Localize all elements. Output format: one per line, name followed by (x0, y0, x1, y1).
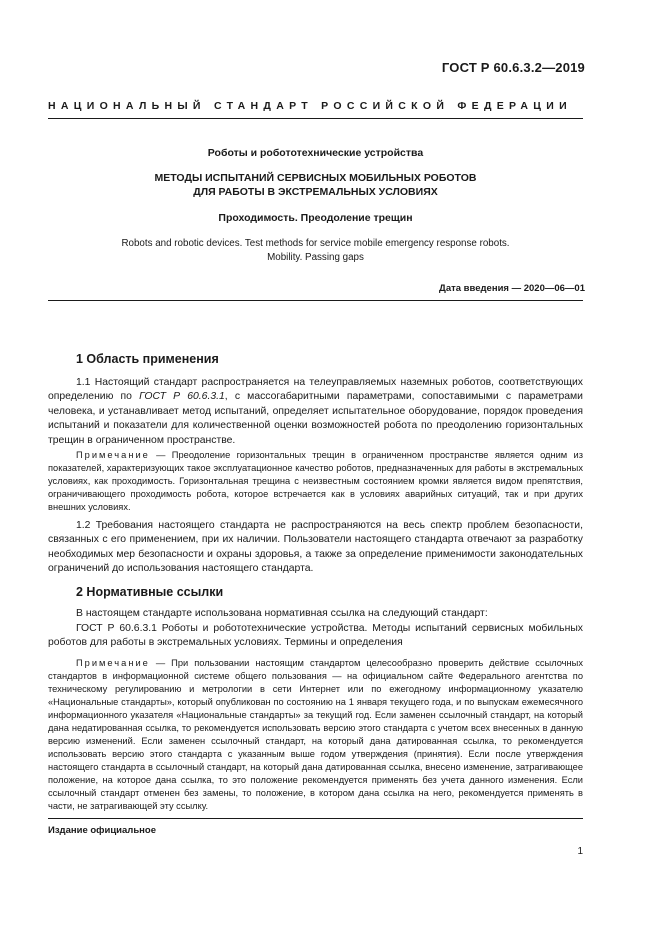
introduction-date: Дата введения — 2020—06—01 (439, 283, 585, 294)
title-line-1: МЕТОДЫ ИСПЫТАНИЙ СЕРВИСНЫХ МОБИЛЬНЫХ РОБОТОВ (154, 172, 477, 184)
note-1 (48, 449, 583, 514)
paragraph-1-2: 1.2 Требования настоящего стандарта не распространяются на весь спектр проблем безопасности, связанных с его применением, при их наличии. Пользователи настоящего стандарта отвечают за разработку необходимых мер безопасности и охраны здоровья, а также за определение применимости законодательных ограничений до использования настоящего стандарта. (48, 520, 583, 575)
document-code: ГОСТ Р 60.6.3.2—2019 (441, 60, 585, 75)
english-title-line-1: Robots and robotic devices. Test methods for service mobile emergency response robots. (121, 238, 510, 249)
paragraph-1-1 (48, 376, 583, 448)
note-2-text: — При пользовании настоящим стандартом целесообразно проверить действие ссылочных стандартов в информационной системе общего пользования — на официальном сайте Федерального агентства по техническому регулированию и метрологии в сети Интернет или по ежегодному информационному указателю «Национальные стандарты», который опубликован по состоянию на 1 января текущего года, и по выпускам ежемесячного информационного указателя «Национальные стандарты» за текущий год. Если заменен ссылочный стандарт, на который дана недатированная ссылка, то рекомендуется использовать версию этого стандарта с учетом всех внесенных в данную версию изменений. Если заменен ссылочный стандарт, на который дана датированная ссылка, то рекомендуется использовать версию этого стандарта с указанным выше годом утверждения (принятия). Если после утверждения настоящего стандарта в ссылочный стандарт, на который дана датированная ссылка, внесено изменение, затрагивающее положение, на которое дана ссылка, то это положение рекомендуется применять без учета данного изменения. Если ссылочный стандарт отменен без замены, то положение, в котором дана ссылка на него, рекомендуется применять в части, не затрагивающей эту ссылку. (48, 658, 583, 811)
english-title (48, 237, 583, 265)
note-1-label: Примечание (76, 450, 150, 460)
edition-label: Издание официальное (48, 825, 156, 836)
reference-gost: ГОСТ Р 60.6.3.1 (139, 391, 225, 403)
note-2 (48, 657, 583, 813)
title-line-2: ДЛЯ РАБОТЫ В ЭКСТРЕМАЛЬНЫХ УСЛОВИЯХ (193, 186, 438, 198)
note-1-text: — Преодоление горизонтальных трещин в ограниченном пространстве является одним из показателей, характеризующих такое эксплуатационное качество роботов, предназначенных для работы в экстремальных условиях, как проходимость. Горизонтальная трещина с неизвестным состоянием кромки является видом препятствия, ограничивающего проходимость робота, которое встречается как в условиях аварийных ситуаций, так и при других внешних условиях. (48, 450, 583, 512)
title-divider (48, 300, 583, 301)
section-1-heading: 1 Область применения (76, 352, 219, 366)
header-divider (48, 118, 583, 119)
paragraph-1-1-text-cont: , с массогабаритными параметрами, сопоставимыми с параметрами человека, и устанавливает метод испытаний, определяет испытательное оборудование, порядок проведения испытаний и показатели для количественной оценки возможностей робота по преодолению горизонтальных трещин в ограниченном пространстве. (48, 391, 583, 446)
paragraph-1-1-text: 1.1 Настоящий стандарт распространяется на телеуправляемых наземных роботов, соответствующих определению по (48, 377, 583, 403)
document-title (48, 171, 583, 199)
english-title-line-2: Mobility. Passing gaps (267, 252, 364, 263)
paragraph-2-1: В настоящем стандарте использована нормативная ссылка на следующий стандарт: (76, 608, 488, 619)
footer-divider (48, 818, 583, 819)
note-2-label: Примечание (76, 658, 150, 668)
page-number: 1 (577, 846, 583, 857)
national-standard-banner: НАЦИОНАЛЬНЫЙ СТАНДАРТ РОССИЙСКОЙ ФЕДЕРАЦИИ (48, 100, 572, 112)
paragraph-2-2: ГОСТ Р 60.6.3.1 Роботы и робототехнические устройства. Методы испытаний сервисных мобильных роботов для работы в экстремальных условиях. Термины и определения (48, 623, 583, 649)
subject-line: Роботы и робототехнические устройства (207, 147, 424, 159)
section-2-heading: 2 Нормативные ссылки (76, 585, 224, 599)
part-title: Проходимость. Преодоление трещин (218, 212, 413, 224)
